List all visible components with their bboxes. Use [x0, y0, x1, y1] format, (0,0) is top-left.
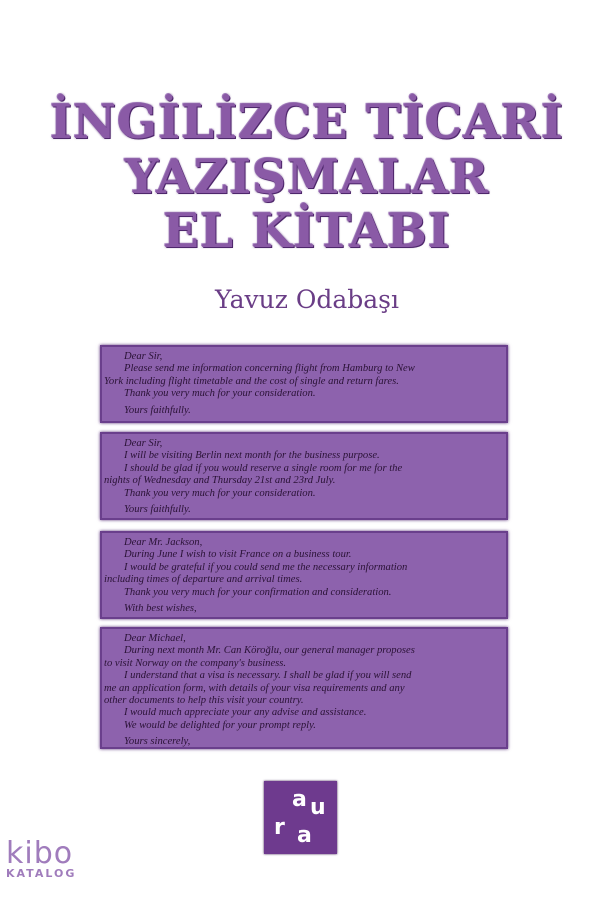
watermark: [6, 838, 76, 880]
author-name: Yavuz Odabaşı: [215, 285, 399, 314]
letter-line: nights of Wednesday and Thursday 21st and 23rd July.: [104, 475, 336, 487]
letter-greeting: Dear Michael,: [124, 633, 186, 644]
letter-line: Thank you very much for your consideration.: [124, 487, 316, 499]
logo-letter-a: a: [292, 787, 307, 812]
letter-line: During June I wish to visit France on a business tour.: [124, 549, 352, 561]
letter-closing: Yours faithfully.: [124, 404, 191, 416]
letter-box-2: [100, 432, 508, 520]
letter-line: Please send me information concerning flight from Hamburg to New: [124, 363, 415, 375]
letter-line: I understand that a visa is necessary. I shall be glad if you will send: [124, 670, 412, 682]
watermark-logo: kibo: [6, 836, 74, 871]
letter-line: York including flight timetable and the cost of single and return fares.: [104, 375, 399, 387]
letter-greeting: Dear Sir,: [124, 438, 163, 449]
letter-closing: Yours sincerely,: [124, 736, 191, 748]
letter-closing: Yours faithfully.: [124, 504, 191, 516]
letter-line: We would be delighted for your prompt reply.: [124, 719, 316, 731]
logo-letter-u: u: [310, 795, 326, 820]
letter-line: me an application form, with details of your visa requirements and any: [104, 682, 405, 694]
watermark-text: KATALOG: [6, 867, 77, 880]
letter-greeting: Dear Mr. Jackson,: [124, 537, 203, 548]
letter-box-3: [100, 531, 508, 619]
letter-box-4: [100, 627, 508, 749]
publisher-logo: [264, 781, 337, 854]
letter-line: I would be grateful if you could send me the necessary information: [124, 561, 408, 573]
logo-letter-a2: a: [297, 823, 312, 848]
letter-line: During next month Mr. Can Köroğlu, our general manager proposes: [124, 645, 415, 657]
logo-letter-r: r: [274, 815, 285, 840]
letter-line: I will be visiting Berlin next month for the business purpose.: [124, 450, 380, 462]
letter-line: Thank you very much for your confirmation and consideration.: [124, 586, 392, 598]
letter-line: other documents to help this visit your country.: [104, 695, 304, 707]
letter-closing: With best wishes,: [124, 603, 197, 615]
letter-box-1: [100, 345, 508, 423]
book-title-line-2: YAZIŞMALAR: [124, 150, 490, 205]
letter-line: I would much appreciate your any advise and assistance.: [124, 707, 367, 719]
letter-line: I should be glad if you would reserve a single room for me for the: [124, 462, 403, 474]
letter-line: Thank you very much for your consideration.: [124, 388, 316, 400]
book-title-line-1: İNGİLİZCE TİCARİ: [50, 95, 564, 150]
book-title-line-3: EL KİTABI: [163, 204, 451, 259]
letter-line: including times of departure and arrival times.: [104, 574, 303, 586]
letter-greeting: Dear Sir,: [124, 351, 163, 362]
letter-line: to visit Norway on the company's business.: [104, 657, 287, 669]
